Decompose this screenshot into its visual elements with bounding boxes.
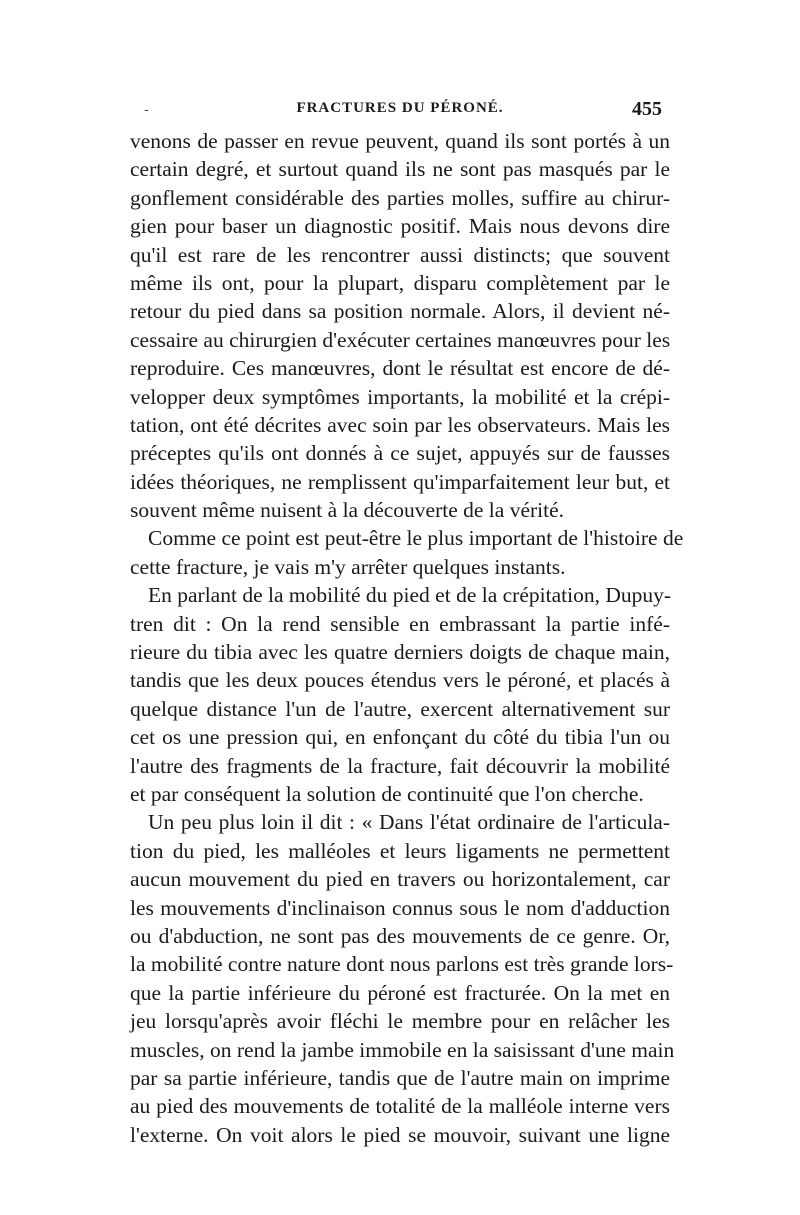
page-number: 455 [632, 98, 662, 120]
text-line: cessaire au chirurgien d'exécuter certaines manœuvres pour les [130, 327, 671, 352]
text-line: gien pour baser un diagnostic positif. Mais nous devons dire [130, 214, 670, 239]
text-line: que la partie inférieure du péroné est fracturée. On la met en [130, 980, 670, 1005]
text-line: rieure du tibia avec les quatre derniers doigts de chaque main, [130, 640, 670, 665]
text-line: même ils ont, pour la plupart, disparu complètement par le [130, 270, 670, 295]
text-line: En parlant de la mobilité du pied et de la crépitation, Dupuy- [148, 583, 672, 608]
text-line: au pied des mouvements de totalité de la malléole interne vers [130, 1094, 670, 1119]
text-line: gonflement considérable des parties molles, suffire au chirur- [130, 185, 670, 210]
text-line: cette fracture, je vais m'y arrêter quelques instants. [130, 554, 566, 579]
text-line: tation, ont été décrites avec soin par les observateurs. Mais les [130, 412, 670, 437]
text-line: reproduire. Ces manœuvres, dont le résultat est encore de dé- [130, 356, 670, 381]
text-line: certain degré, et surtout quand ils ne sont pas masqués par le [130, 157, 670, 182]
text-line: idées théoriques, ne remplissent qu'imparfaitement leur but, et [130, 469, 670, 494]
text-line: la mobilité contre nature dont nous parlons est très grande lors- [130, 952, 674, 977]
text-line: retour du pied dans sa position normale. Alors, il devient né- [130, 299, 670, 324]
header-mark: - [144, 102, 149, 118]
text-line: tion du pied, les malléoles et leurs ligaments ne permettent [130, 838, 670, 863]
text-line: préceptes qu'ils ont donnés à ce sujet, appuyés sur de fausses [130, 441, 670, 466]
text-line: venons de passer en revue peuvent, quand ils sont portés à un [130, 129, 670, 153]
text-line: souvent même nuisent à la découverte de la vérité. [130, 498, 565, 523]
chapter-title: FRACTURES DU PÉRONÉ. [296, 100, 504, 116]
text-line: l'externe. On voit alors le pied se mouvoir, suivant une ligne [130, 1122, 670, 1147]
text-line: velopper deux symptômes importants, la mobilité et la crépi- [130, 384, 670, 409]
text-line: qu'il est rare de les rencontrer aussi distincts; que souvent [130, 242, 670, 267]
text-line: tren dit : On la rend sensible en embrassant la partie infé- [130, 611, 670, 636]
text-line: aucun mouvement du pied en travers ou horizontalement, car [130, 867, 670, 892]
text-line: par sa partie inférieure, tandis que de l'autre main on imprime [130, 1065, 670, 1090]
running-head [130, 100, 670, 124]
text-line: muscles, on rend la jambe immobile en la saisissant d'une main [130, 1037, 675, 1062]
text-line: quelque distance l'un de l'autre, exercent alternativement sur [130, 696, 670, 721]
text-line: jeu lorsqu'après avoir fléchi le membre pour en relâcher les [130, 1009, 670, 1034]
text-line: et par conséquent la solution de continuité que l'on cherche. [130, 781, 644, 806]
text-line: ou d'abduction, ne sont pas des mouvements de ce genre. Or, [130, 923, 670, 948]
text-line: Comme ce point est peut-être le plus important de l'histoire de [148, 526, 684, 551]
text-line: Un peu plus loin il dit : « Dans l'état ordinaire de l'articula- [148, 810, 670, 835]
body-text [130, 127, 684, 1149]
text-line: cet os une pression qui, en enfonçant du côté du tibia l'un ou [130, 725, 670, 750]
text-line: les mouvements d'inclinaison connus sous le nom d'adduction [130, 895, 670, 920]
text-line: tandis que les deux pouces étendus vers le péroné, et placés à [130, 668, 670, 693]
text-line: l'autre des fragments de la fracture, fait découvrir la mobilité [130, 753, 670, 778]
